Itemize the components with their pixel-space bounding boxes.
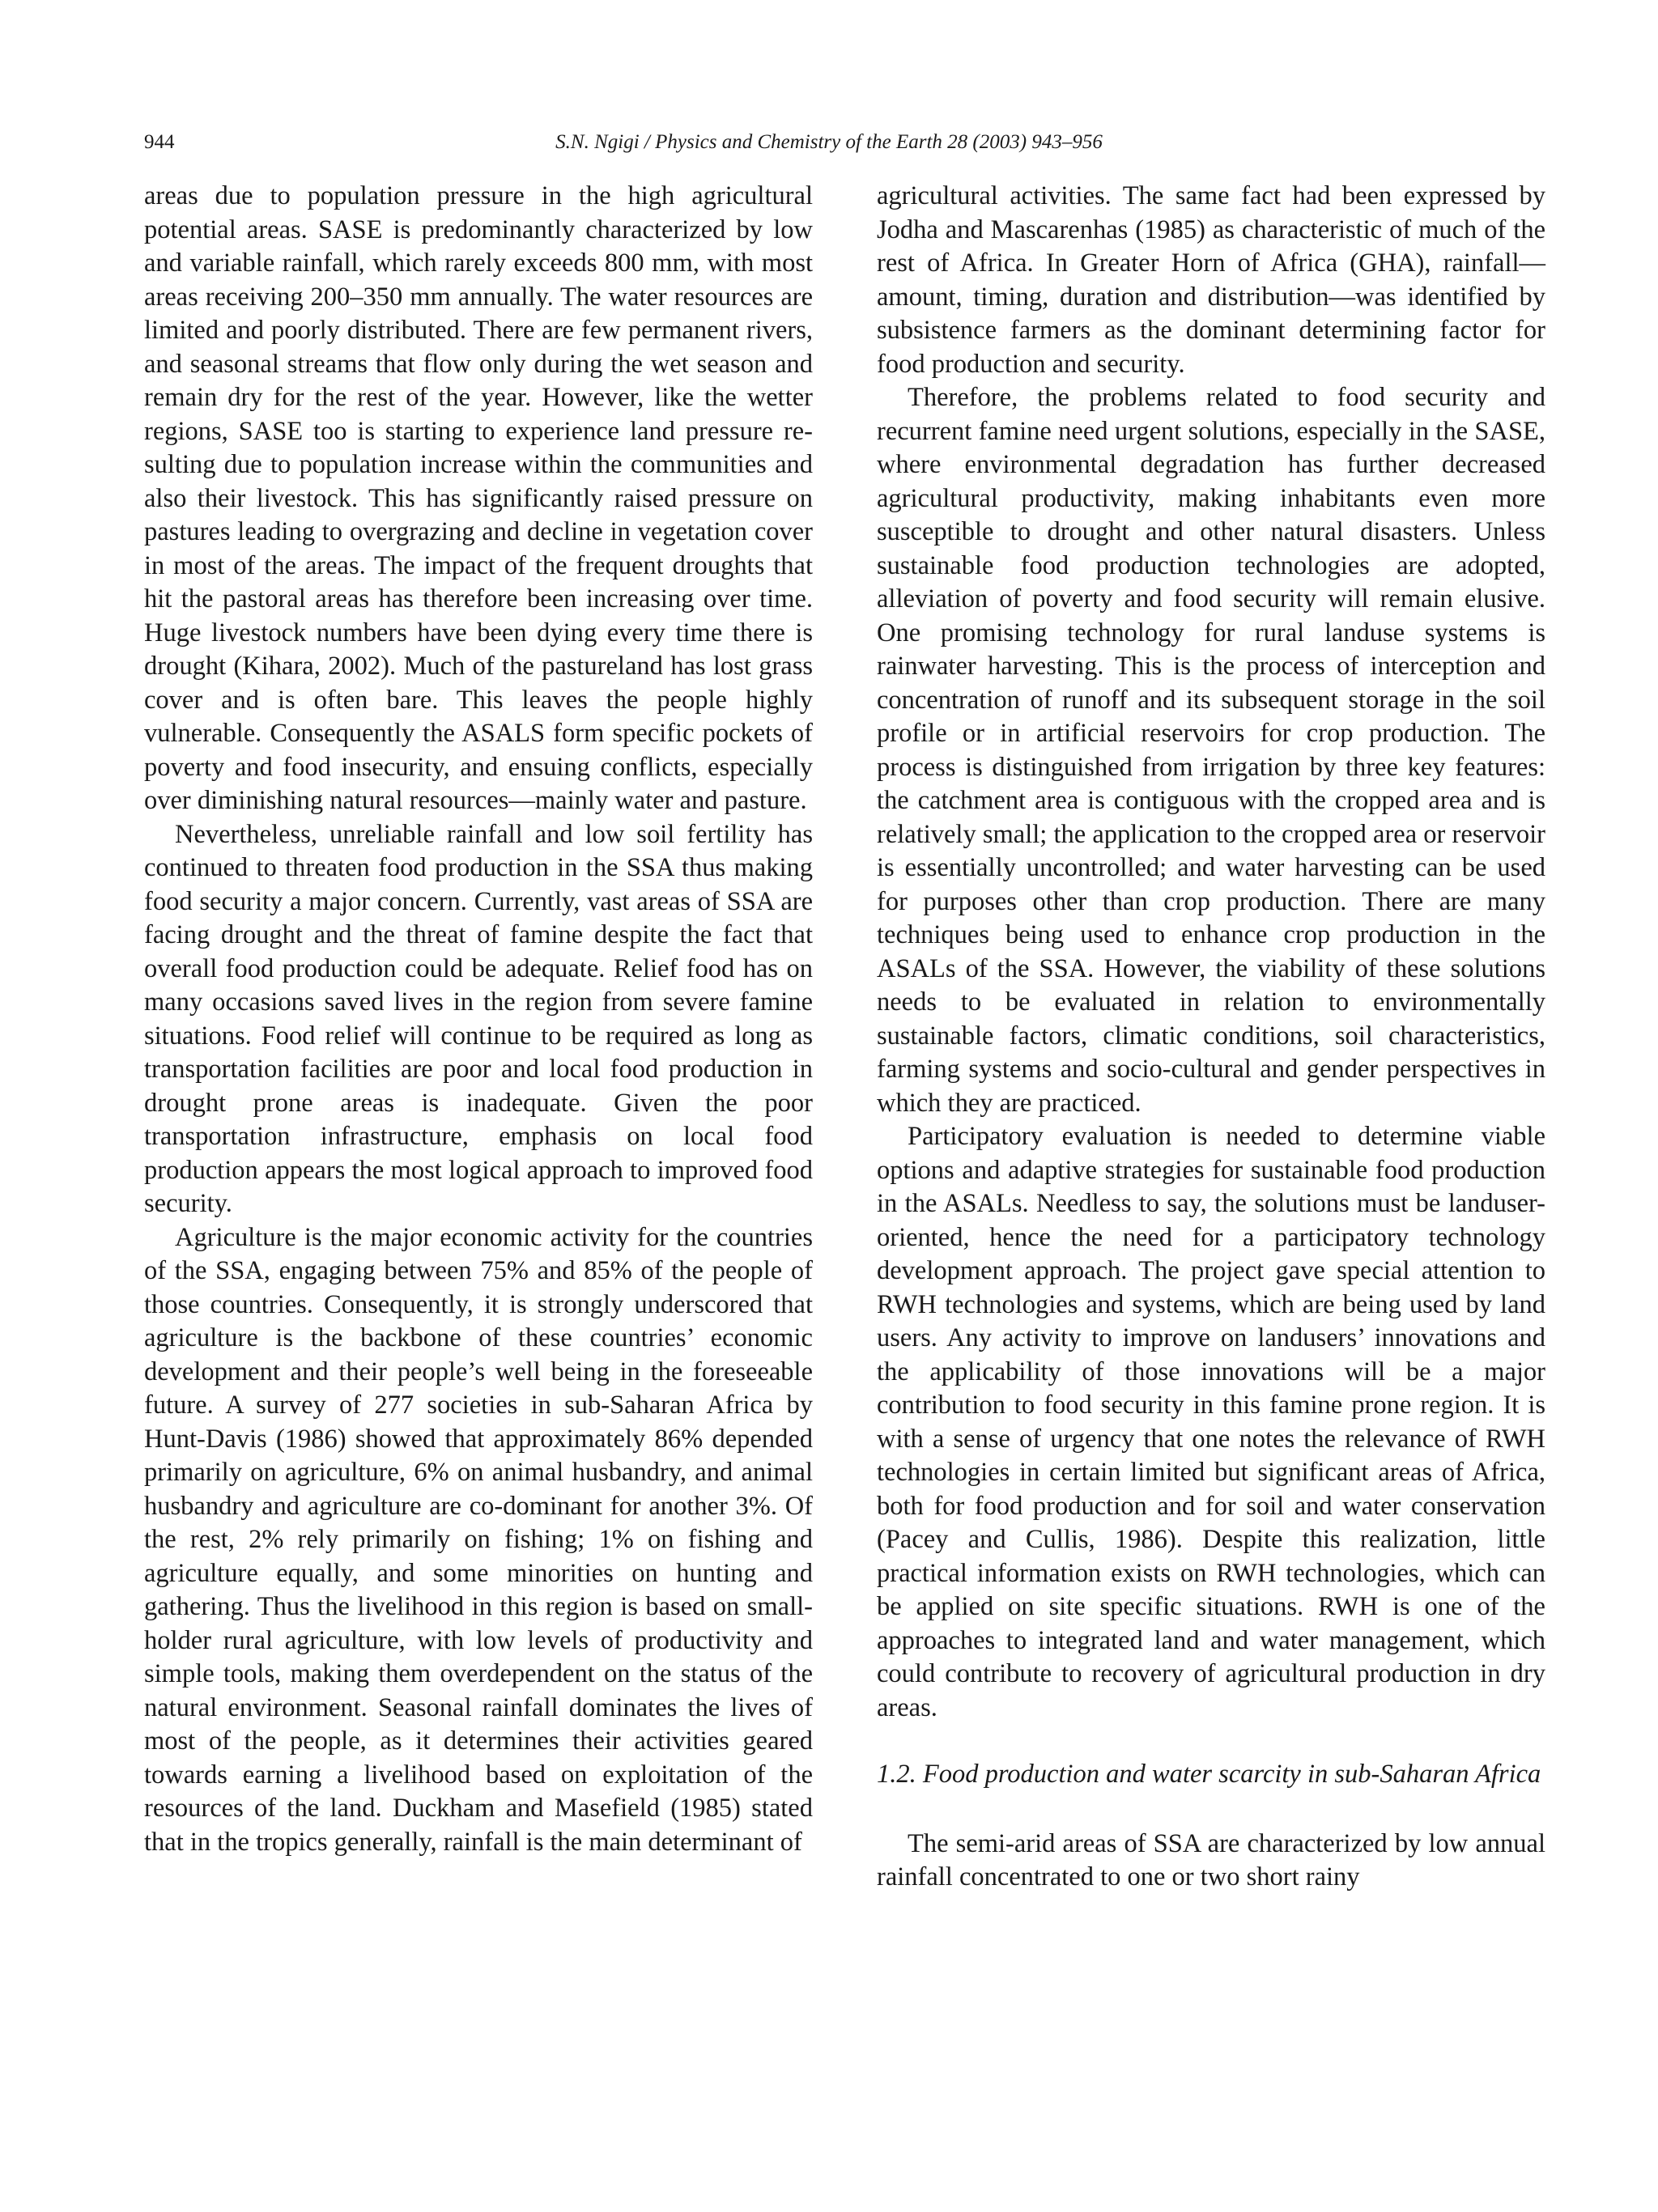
paragraph: agricultural activities. The same fact had been expressed by Jodha and Mascarenhas (1985) as characteristic of much of the rest of Africa. In Greater Horn of Africa (GHA), rainfall—amount, timing, duration and distribution—was identified by subsistence farmers as the dominant determining factor for food production and security. [877,181,1545,379]
paragraph: Therefore, the problems related to food security and recurrent famine need urgent solutions, especially in the SASE, where environmental degradation has further decreased agricultural productivity, making inhabitants even more susceptible to drought and other natural disasters. Unless sustainable food production technologies are adopted, alleviation of poverty and food security will remain elusive. One promising technology for rural landuse systems is rainwater harvesting. This is the process of interception and concentration of runoff and its subsequent storage in the soil profile or in artificial reservoirs for crop production. The process is distinguished from irrigation by three key features: the catchment area is contiguous with the cropped area and is relatively small; the application to the cropped area or reservoir is essentially uncontrolled; and water harvesting can be used for purposes other than crop production. There are many techniques being used to enhance crop production in the ASALs of the SSA. However, the viability of these solutions needs to be evaluated in relation to environmentally sustainable factors, climatic conditions, soil characteristics, farming systems and socio-cultural and gender perspectives in which they are practiced. [877,383,1545,1118]
paragraph: Participatory evaluation is needed to determine viable options and adaptive strategies for sustainable food production in the ASALs. Needless to say, the solutions must be landuser-oriented, hence the need for a participatory technology development approach. The project gave special attention to RWH technologies and systems, which are being used by land users. Any activity to improve on landusers’ innovations and the applicability of those innovations will be a major contribution to food security in this famine prone region. It is with a sense of urgency that one notes the relevance of RWH technologies in certain limited but significant areas of Africa, both for food production and for soil and water conservation (Pacey and Cullis, 1986). Despite this realization, little practical information exists on RWH technologies, which can be applied on site specific situations. RWH is one of the approaches to integrated land and water management, which could contribute to recovery of agricultural production in dry areas. [877,1122,1545,1722]
section-heading: 1.2. Food production and water scarcity in sub-Saharan Africa [877,1760,1541,1789]
left-column [144,180,813,1859]
paragraph: Agriculture is the major economic activity for the countries of the SSA, engaging between 75% and 85% of the people of those countries. Consequently, it is strongly underscored that agriculture is the backbone of these countries’ economic development and their people’s well being in the foreseeable future. A survey of 277 societies in sub-Saharan Africa by Hunt-Davis (1986) showed that approximately 86% depended primarily on agriculture, 6% on animal husbandry, and animal husbandry and agriculture are co-dominant for another 3%. Of the rest, 2% rely primarily on fishing; 1% on fishing and agriculture equally, and some minorities on hunting and gathering. Thus the livelihood in this region is based on small-holder rural agriculture, with low levels of productivity and simple tools, making them overdependent on the status of the natural environment. Seasonal rainfall dominates the lives of most of the people, as it determines their activities geared towards earning a livelihood based on exploitation of the resources of the land. Duckham and Masefield (1985) stated that in the tropics generally, rainfall is the main determinant of [144,1222,813,1857]
paragraph: areas due to population pressure in the high agricultural potential areas. SASE is predominantly characterized by low and variable rainfall, which rarely exceeds 800 mm, with most areas receiving 200–350 mm annually. The water resources are limited and poorly distributed. There are few permanent rivers, and seasonal streams that flow only during the wet season and remain dry for the rest of the year. However, like the wetter regions, SASE too is starting to experience land pressure resulting due to population increase within the communities and also their livestock. This has significantly raised pressure on pastures leading to overgrazing and decline in vegetation cover in most of the areas. The impact of the frequent droughts that hit the pastoral areas has therefore been increasing over time. Huge livestock numbers have been dying every time there is drought (Kihara, 2002). Much of the pastureland has lost grass cover and is often bare. This leaves the people highly vulnerable. Consequently the ASALS form specific pockets of poverty and food insecurity, and ensuing conflicts, especially over diminishing natural resources—mainly water and pasture. [144,181,813,815]
page-number: 944 [144,131,175,153]
running-head: S.N. Ngigi / Physics and Chemistry of the Earth 28 (2003) 943–956 [555,131,1103,153]
right-column [877,180,1545,1895]
paragraph: Nevertheless, unreliable rainfall and low soil fertility has continued to threaten food production in the SSA thus making food security a major concern. Currently, vast areas of SSA are facing drought and the threat of famine despite the fact that overall food production could be adequate. Relief food has on many occasions saved lives in the region from severe famine situations. Food relief will continue to be required as long as transportation facilities are poor and local food production in drought prone areas is inadequate. Given the poor transportation infrastructure, emphasis on local food production appears the most logical approach to improved food security. [144,819,813,1218]
paragraph: The semi-arid areas of SSA are characterized by low annual rainfall concentrated to one or two short rainy [877,1828,1545,1891]
